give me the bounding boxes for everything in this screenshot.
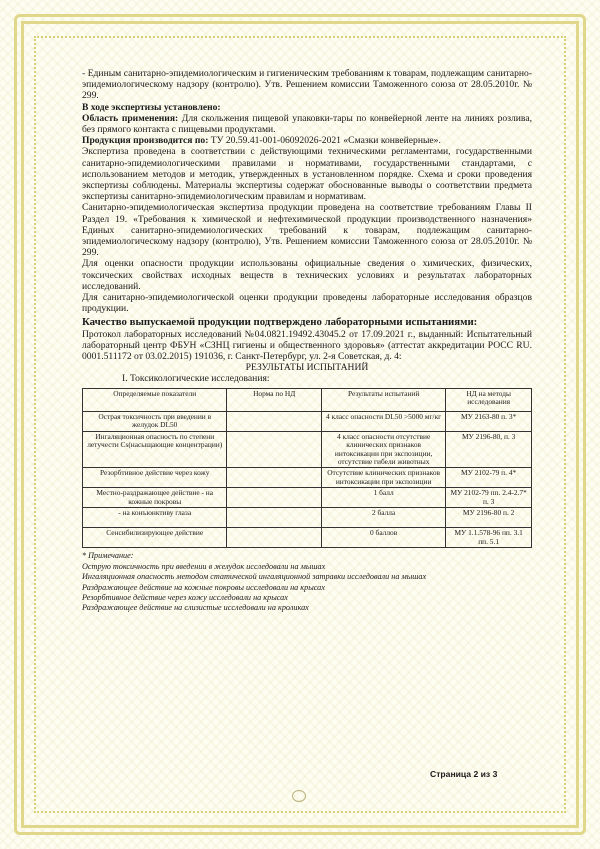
scope-paragraph (82, 113, 532, 135)
table-header: НД на методы исследования (446, 388, 532, 411)
table-cell: Ингаляционная опасность по степени летучести Cs(насыщающие концентрации) (83, 431, 227, 468)
paragraph-conformity: Санитарно-эпидемиологическая экспертиза продукции проведена на соответствие требованиям Главы II Раздел 19. «Требования к химической и нефтехимической продукции производственного назначения» Единых санитарно-эпидемиологических требований к товарам, подлежащим санитарно-эпидемиологическому надзору (контролю), Утв. Решением комиссии Таможенного союза от 28.05.2010г. № 299. (82, 202, 532, 259)
protocol-text: Протокол лабораторных исследований №04.0821.19492.43045.2 от 17.09.2021 г., выданный: Испытательный лабораторный центр ФБУН «СЗНЦ гигиены и общественного здоровья» (аттестат аккредитации РОСС RU. 0001.511172 от 03.02.2015) 191036, г. Санкт-Петербург, ул. 2-я Советская, д. 4: (82, 328, 532, 363)
notes-block (82, 551, 532, 613)
table-cell: МУ 2196-80 п. 2 (446, 508, 532, 528)
table-cell: 1 балл (321, 488, 445, 508)
table-cell: МУ 2102-79 пп. 2.4-2.7* п. 3 (446, 488, 532, 508)
paragraph-hazard-assessment: Для оценки опасности продукции использованы официальные сведения о химических, физических, токсических свойствах исходных веществ в технических условиях и результатах лабораторных исследований. (82, 258, 532, 292)
table-header: Норма по НД (227, 388, 322, 411)
table-cell: Острая токсичность при введении в желудок DL50 (83, 411, 227, 431)
table-row (83, 431, 532, 468)
table-cell: МУ 2102-79 п. 4* (446, 468, 532, 488)
paragraph-requirements: - Единым санитарно-эпидемиологическим и гигиеническим требованиям к товарам, подлежащим санитарно-эпидемиологическому надзору (контролю). Утв. Решением комиссии Таможенного союза от 28.05.2010г. № 299. (82, 68, 532, 102)
page-number: Страница 2 из 3 (430, 769, 498, 779)
table-cell (227, 411, 322, 431)
table-header: Результаты испытаний (321, 388, 445, 411)
table-header: Определяемые показатели (83, 388, 227, 411)
table-cell (227, 528, 322, 548)
notes-heading: * Примечание: (82, 551, 134, 561)
producer-label: Продукция производится по: (82, 135, 209, 147)
document-body (82, 68, 532, 614)
section-title: I. Токсикологические исследования: (122, 373, 270, 385)
table-row (83, 411, 532, 431)
findings-heading: В ходе экспертизы установлено: (82, 101, 221, 113)
note-line: Ингаляционная опасность методом статической ингаляционной затравки исследовали на мышах (82, 572, 427, 582)
table-row (83, 488, 532, 508)
table-row (83, 508, 532, 528)
table-cell: Резорбтивное действие через кожу (83, 468, 227, 488)
producer-paragraph (82, 135, 532, 146)
table-header-row (83, 388, 532, 411)
table-cell: Местно-раздражающее действие - на кожные покровы (83, 488, 227, 508)
table-cell: 4 класс опасности отсутствие клинических признаков интоксикации при экспозиции, отсутствие гибели животных (321, 431, 445, 468)
table-cell (227, 488, 322, 508)
table-cell (227, 431, 322, 468)
table-cell: 4 класс опасности DL50 >5000 мг/кг (321, 411, 445, 431)
paragraph-lab-tests: Для санитарно-эпидемиологической оценки продукции проведены лабораторные исследования образцов продукции. (82, 292, 532, 315)
table-cell: Сенсибилизирующее действие (83, 528, 227, 548)
note-line: Раздражающее действие на кожные покровы исследовали на крысах (82, 582, 325, 592)
table-cell (227, 508, 322, 528)
producer-text: ТУ 20.59.41-001-06092026-2021 «Смазки конвейерные». (208, 135, 441, 147)
table-row (83, 468, 532, 488)
watermark-emblem (292, 790, 306, 802)
results-table (82, 388, 532, 549)
scope-text: Для скольжения пищевой упаковки-тары по конвейерной ленте на линиях розлива, без прямого контакта с пищевыми продуктами. (82, 112, 532, 136)
table-cell: Отсутствие клинических признаков интоксикации при экспозиции (321, 468, 445, 488)
results-title: РЕЗУЛЬТАТЫ ИСПЫТАНИЙ (245, 362, 369, 374)
table-row (83, 528, 532, 548)
table-cell: 0 баллов (321, 528, 445, 548)
table-cell: МУ 1.1.578-96 пп. 3.1 пп. 5.1 (446, 528, 532, 548)
note-line: Острую токсичность при введении в желудок исследовали на мышах (82, 561, 326, 571)
note-line: Резорбтивное действие через кожу исследовали на крысах (82, 592, 288, 602)
table-cell: 2 балла (321, 508, 445, 528)
table-cell: - на конъюнктиву глаза (83, 508, 227, 528)
table-cell: МУ 2196-80, п. 3 (446, 431, 532, 468)
scope-label: Область применения: (82, 112, 179, 124)
table-cell: МУ 2163-80 п. 3* (446, 411, 532, 431)
table-cell (227, 468, 322, 488)
quality-heading: Качество выпускаемой продукции подтверждено лабораторными испытаниями: (82, 316, 478, 329)
paragraph-expertise: Экспертиза проведена в соответствии с действующими техническими регламентами, государственными санитарно-эпидемиологическими правилами и нормативами, государственными стандартами, с использованием методов и методик, утвержденных в установленном порядке. Схема и сроки проведения экспертизы соблюдены. Материалы экспертизы содержат обоснованные выводы о соответствии предмета экспертизы санитарно-эпидемиологическим правилам и нормативам. (82, 146, 532, 203)
note-line: Раздражающее действие на слизистые исследовали на кроликах (82, 603, 309, 613)
